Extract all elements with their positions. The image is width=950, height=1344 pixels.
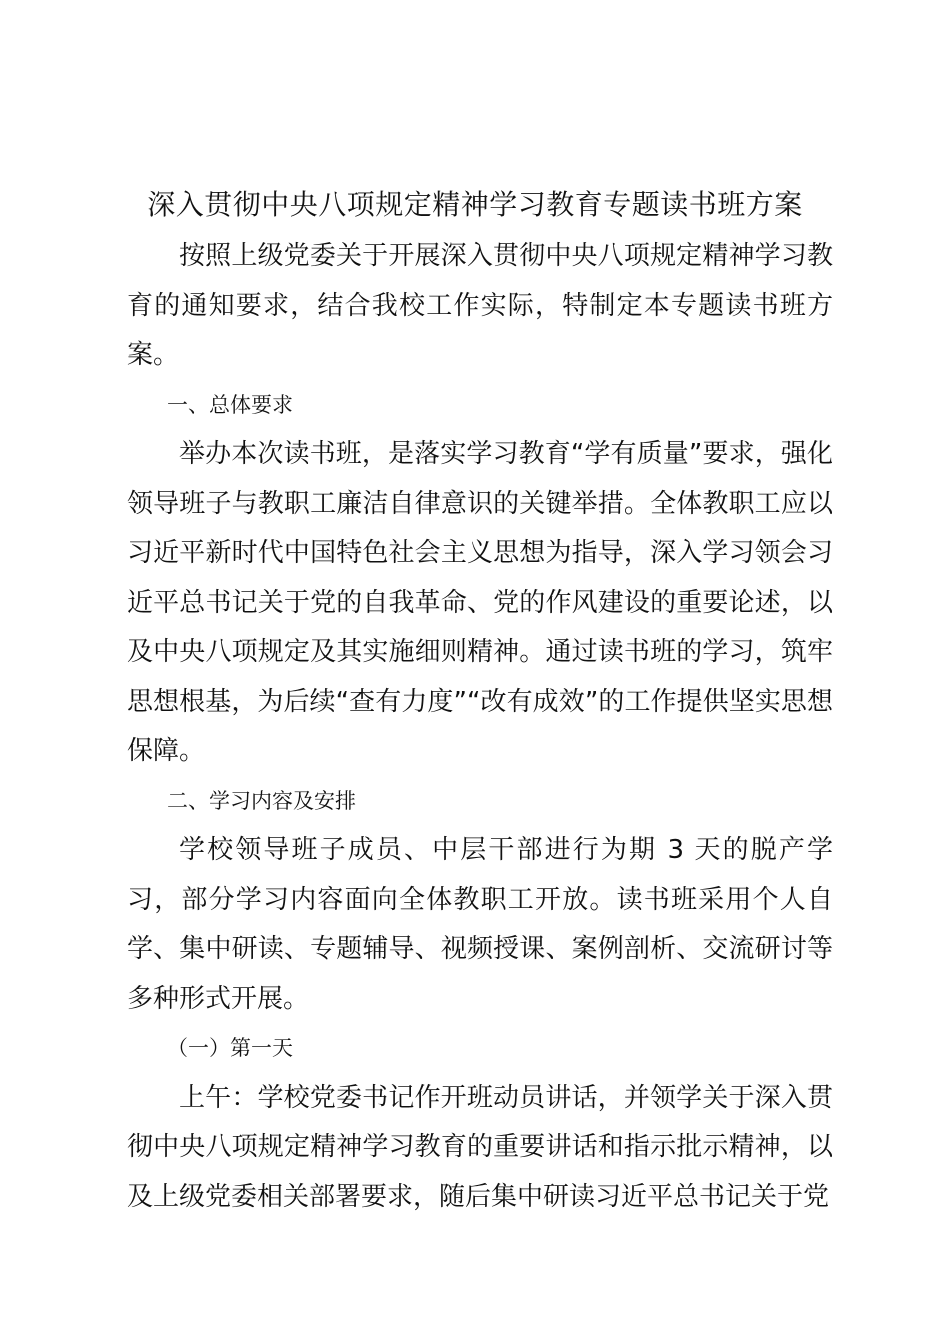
document-title: 深入贯彻中央八项规定精神学习教育专题读书班方案 xyxy=(147,188,803,221)
day-one-paragraph: 上午：学校党委书记作开班动员讲话，并领学关于深入贯彻中央八项规定精神学习教育的重要讲话和指示批示精神，以及上级党委相关部署要求，随后集中研读习近平总书记关于党 xyxy=(127,1082,833,1212)
section-content-schedule-paragraph: 学校领导班子成员、中层干部进行为期 3 天的脱产学习，部分学习内容面向全体教职工开放。读书班采用个人自学、集中研读、专题辅导、视频授课、案例剖析、交流研讨等多种形式开展。 xyxy=(127,835,833,1014)
intro-paragraph: 按照上级党委关于开展深入贯彻中央八项规定精神学习教育的通知要求，结合我校工作实际，特制定本专题读书班方案。 xyxy=(127,241,833,370)
document-body xyxy=(127,232,833,1222)
section-general-requirements-paragraph: 举办本次读书班，是落实学习教育“学有质量”要求，强化领导班子与教职工廉洁自律意识的关键举措。全体教职工应以习近平新时代中国特色社会主义思想为指导，深入学习领会习近平总书记关于党的自我革命、党的作风建设的重要论述，以及中央八项规定及其实施细则精神。通过读书班的学习，筑牢思想根基，为后续“查有力度”“改有成效”的工作提供坚实思想保障。 xyxy=(127,439,833,766)
subsection-heading-day-one: （一）第一天 xyxy=(167,1036,293,1060)
section-heading-content-schedule: 二、学习内容及安排 xyxy=(167,788,356,813)
section-heading-general-requirements: 一、总体要求 xyxy=(167,392,293,417)
